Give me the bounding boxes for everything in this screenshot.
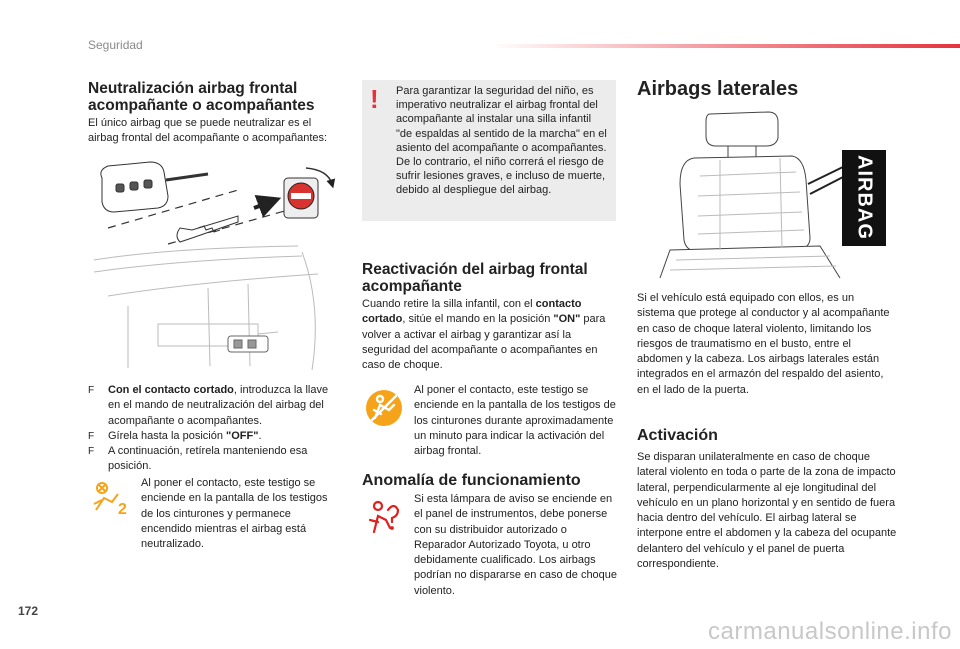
page-number: 172 [18,604,39,618]
bullet-marker: F [88,385,95,396]
list-item [88,383,338,429]
side-airbags-intro: Si el vehículo está equipado con ellos, es un sistema que protege al conductor y al acompañante en caso de choque lateral violento, limitando los riesgos de traumatismo en el busto, entre el abdomen y la cabeza. Los airbags laterales están integrados en el armazón del respaldo del asiento, en el lado de la puerta. [637,292,890,396]
step-bold-text: "OFF" [226,429,259,442]
airbag-fault-icon [364,498,406,540]
bullet-marker: F [88,446,95,458]
key-switch-illustration [88,156,338,374]
neutralization-title: Neutralización airbag frontal acompañante o acompañantes [88,80,315,114]
header-accent-bar [490,44,960,48]
airbag-label-tag [842,150,886,246]
step-bold-text: Con el contacto cortado [108,384,234,396]
airbag-off-knob [284,168,332,218]
child-safety-warning [362,80,616,221]
step-text: Gírela hasta la posición [108,429,227,442]
key-blade-icon [177,216,238,242]
activation-title: Activación [637,427,718,444]
list-item [88,429,338,444]
steps-list [88,383,338,475]
off-indicator-text: Al poner el contacto, este testigo se enciende en la pantalla de los testigos de los cinturones y permanece encendido mientras el airbag está neutralizado. [141,477,328,551]
svg-text:2: 2 [118,501,127,516]
list-item [88,444,338,475]
seat-icon [660,112,840,278]
dashboard-sketch [94,246,318,370]
warning-icon: ! [370,84,379,114]
anomaly-text: Si esta lámpara de aviso se enciende en el panel de instrumentos, debe ponerse con su distribuidor autorizado o Reparador Autorizado Toyota, u otro debidamente cualificado. Los airbags podrían no dispararse en caso de choque violento. [414,493,618,597]
step-text: A continuación, retírela manteniendo esa posición. [108,445,308,473]
step-text: , introduzca la llave en el mando de neutralización del airbag del acompañante o acompañantes. [108,384,329,427]
seatbelt-warning-icon [364,388,404,428]
window-switch-icon [228,336,268,352]
reactivation-text: Cuando retire la silla infantil, con el contacto cortado, sitúe el mando en la posición "ON" para volver a activar el airbag y garantizar así la seguridad del acompañante o acompañantes en caso de choque. [362,298,606,372]
passenger-airbag-off-icon [90,480,134,516]
step-text: . [258,429,262,442]
key-fob-icon [101,162,208,212]
side-airbags-title: Airbags laterales [637,78,799,100]
neutralization-intro: El único airbag que se puede neutralizar es el airbag frontal del acompañante o acompañantes: [88,117,328,145]
reactivation-title: Reactivación del airbag frontal acompañante [362,261,588,295]
section-label: Seguridad [88,38,143,52]
warning-text: Para garantizar la seguridad del niño, es imperativo neutralizar el airbag frontal del acompañante al instalar una silla infantil "de espaldas al sentido de la marcha" en el asiento del acompañante o acompañantes. De lo contrario, el niño correrá el riesgo de sufrir lesiones graves, e incluso de muerte, debido al despliegue del airbag. [396,85,607,197]
bullet-marker: F [88,430,95,442]
watermark: carmanualsonline.info [708,618,952,645]
activation-text: Se disparan unilateralmente en caso de choque lateral violento en toda o parte de la zona de impacto lateral, perpendicularmente al eje longitudinal del vehículo en un plano horizontal y en sentido de fuera hacia dentro del vehículo. El airbag lateral se interpone entre el abdomen y la cabeza del ocupante delantero del vehículo y el panel de puerta correspondiente. [637,451,897,571]
anomaly-title: Anomalía de funcionamiento [362,472,581,489]
airbag-label-text: AIRBAG [853,155,876,240]
seatbelt-indicator-text: Al poner el contacto, este testigo se enciende en la pantalla de los testigos de los cinturones durante aproximadamente un minuto para indicar la activación del airbag frontal. [414,384,616,458]
